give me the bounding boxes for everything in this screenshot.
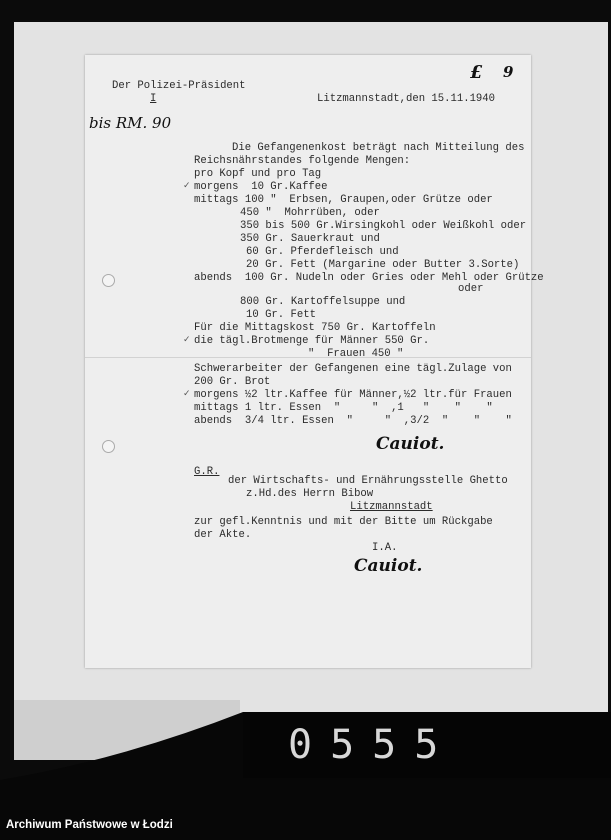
body-line: pro Kopf und pro Tag	[194, 168, 322, 180]
punch-hole-bottom	[102, 440, 115, 453]
body-line: oder	[458, 283, 484, 295]
check-mark: ✓	[183, 335, 191, 345]
body-line: abends 3/4 ltr. Essen " " ,3/2 " " "	[194, 415, 512, 427]
header-roman-numeral: I	[150, 93, 157, 105]
address-line: z.Hd.des Herrn Bibow	[246, 488, 374, 500]
body-line: morgens ½2 ltr.Kaffee für Männer,½2 ltr.für Frauen	[194, 389, 512, 401]
body-line: abends 100 Gr. Nudeln oder Gries oder Mehl oder Grütze	[194, 272, 544, 284]
body-line: 10 Gr. Fett	[246, 309, 316, 321]
closing-line: der Akte.	[194, 529, 252, 541]
gr-label: G.R.	[194, 466, 220, 478]
body-line: " Frauen 450 "	[308, 348, 404, 360]
body-line: 20 Gr. Fett (Margarine oder Butter 3.Sorte)	[246, 259, 520, 271]
check-mark: ✓	[183, 389, 191, 399]
body-line: die tägl.Brotmenge für Männer 550 Gr.	[194, 335, 430, 347]
body-line: Reichsnährstandes folgende Mengen:	[194, 155, 411, 167]
closing-line: zur gefl.Kenntnis und mit der Bitte um Rückgabe	[194, 516, 493, 528]
body-line: Für die Mittagskost 750 Gr. Kartoffeln	[194, 322, 436, 334]
body-line: mittags 100 " Erbsen, Graupen,oder Grütze oder	[194, 194, 493, 206]
address-city: Litzmannstadt	[350, 501, 433, 513]
body-line: 350 Gr. Sauerkraut und	[240, 233, 380, 245]
page-mark: 9	[503, 63, 514, 81]
place-date: Litzmannstadt,den 15.11.1940	[317, 93, 496, 105]
punch-hole-top	[102, 274, 115, 287]
signature-2: Cauiot.	[354, 556, 423, 576]
body-line: Die Gefangenenkost beträgt nach Mitteilung des	[232, 142, 525, 154]
frame-counter: 0555	[288, 722, 457, 768]
body-line: mittags 1 ltr. Essen " " ,1 " " "	[194, 402, 493, 414]
body-line: 350 bis 500 Gr.Wirsingkohl oder Weißkohl oder	[240, 220, 527, 232]
corner-mark: £	[470, 62, 483, 83]
header-sender: Der Polizei-Präsident	[112, 80, 246, 92]
margin-note: bis RM. 90	[89, 114, 172, 132]
signature-1: Cauiot.	[376, 434, 445, 454]
body-line: 450 " Mohrrüben, oder	[240, 207, 380, 219]
body-line: Schwerarbeiter der Gefangenen eine tägl.Zulage von	[194, 363, 512, 375]
address-line: der Wirtschafts- und Ernährungsstelle Ghetto	[228, 475, 508, 487]
body-line: 800 Gr. Kartoffelsuppe und	[240, 296, 406, 308]
body-line: morgens 10 Gr.Kaffee	[194, 181, 328, 193]
body-line: 200 Gr. Brot	[194, 376, 271, 388]
ia-label: I.A.	[372, 542, 398, 554]
body-line: 60 Gr. Pferdefleisch und	[246, 246, 399, 258]
check-mark: ✓	[183, 181, 191, 191]
archive-label: Archiwum Państwowe w Łodzi	[6, 819, 173, 831]
